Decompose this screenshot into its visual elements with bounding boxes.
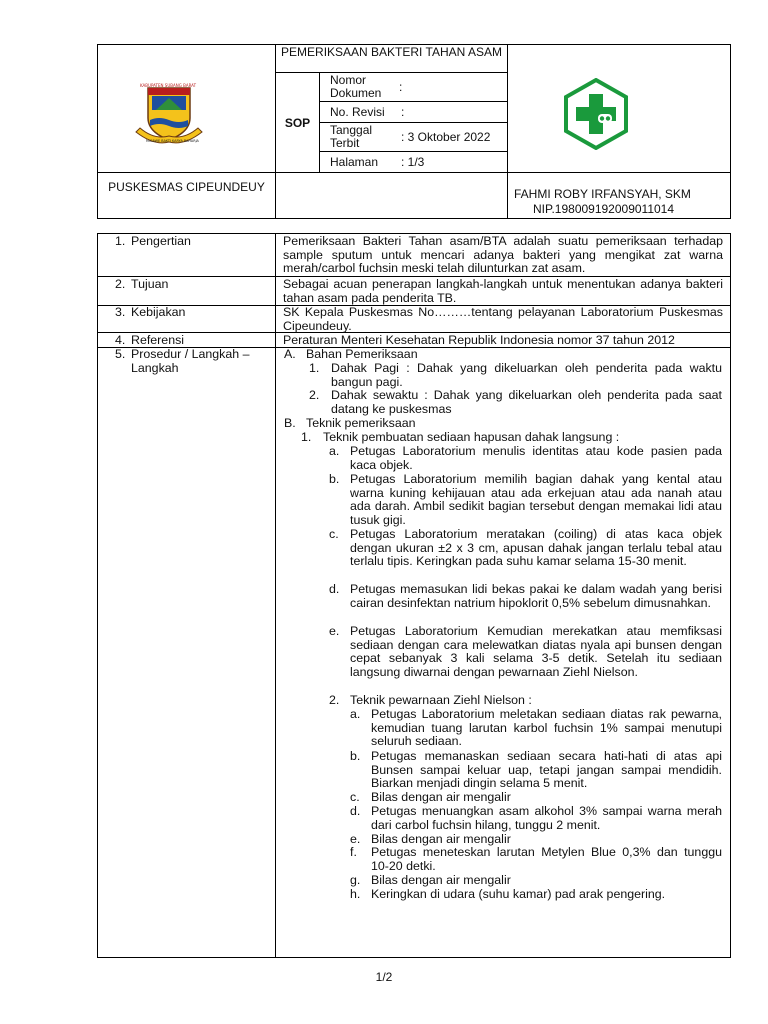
list-item: Petugas Laboratorium Kemudian merekatkan atau memfiksasi sediaan dengan cara melewatkan diatas nyala api bunsen dengan cepat sebanyak 3 kali selama 3-5 detik. Setelah itu sediaan langsung diwarnai dengan pewarnaan Ziehl Nielson. bbox=[350, 624, 722, 679]
list-item: Petugas Laboratorium meletakan sediaan diatas rak pewarna, kemudian tuang larutan karbol fuchsin 1% sampai menutupi seluruh sediaan. bbox=[371, 707, 722, 749]
list-item: Petugas Laboratorium memilih bagian dahak yang kental atau warna kuning kehijauan atau ada erkejuan atau ada nanah atau ada darah. Ambil sedikit bagian tersebut dengan memakai lidi atau tusuk gigi. bbox=[350, 472, 722, 527]
row-text: Pemeriksaan Bakteri Tahan asam/BTA adalah suatu pemeriksaan terhadap sample sputum untuk mencari adanya bakteri yang mengikat zat warna merah/carbol fuchsin meski telah dilunturkan zat asam. bbox=[283, 234, 723, 276]
doc-label-nomor: Nomor Dokumen bbox=[330, 73, 382, 100]
list-marker: g. bbox=[350, 873, 361, 887]
crest-motto: MIGAWE BAKTI KARYA RAHARJA bbox=[146, 139, 199, 143]
list-item: Petugas menuangkan asam alkohol 3% sampai warna merah dari carbol fuchsin hilang, tunggu 2 menit. bbox=[371, 804, 722, 832]
row-number: 1. bbox=[115, 234, 126, 248]
list-marker: b. bbox=[329, 472, 340, 486]
document-title: PEMERIKSAAN BAKTERI TAHAN ASAM bbox=[281, 45, 502, 59]
doc-label-halaman: Halaman bbox=[330, 155, 379, 169]
section-marker: A. bbox=[284, 347, 296, 361]
subsection-title: Teknik pewarnaan Ziehl Nielson : bbox=[350, 693, 532, 707]
row-label: Pengertian bbox=[131, 234, 191, 248]
doc-value-nomor: : bbox=[399, 80, 403, 94]
row-number: 5. bbox=[115, 347, 126, 361]
signer-name: FAHMI ROBY IRFANSYAH, SKM bbox=[514, 187, 691, 201]
doc-label-tanggal: Tanggal Terbit bbox=[330, 123, 373, 150]
divider bbox=[507, 44, 508, 219]
row-number: 2. bbox=[115, 277, 126, 291]
puskesmas-logo-icon bbox=[560, 78, 632, 150]
row-text: SK Kepala Puskesmas No………tentang pelayanan Laboratorium Puskesmas Cipeundeuy. bbox=[283, 305, 723, 333]
subsection-title: Teknik pembuatan sediaan hapusan dahak langsung : bbox=[323, 430, 620, 444]
divider bbox=[319, 101, 507, 102]
doc-label-revisi: No. Revisi bbox=[330, 105, 385, 119]
divider bbox=[275, 72, 507, 73]
list-marker: 1. bbox=[309, 361, 320, 375]
section-title: Bahan Pemeriksaan bbox=[306, 347, 418, 361]
list-marker: d. bbox=[350, 804, 361, 818]
list-item: Bilas dengan air mengalir bbox=[371, 832, 511, 846]
doc-value-tanggal: : 3 Oktober 2022 bbox=[401, 130, 491, 144]
divider bbox=[97, 172, 731, 173]
list-item: Petugas meneteskan larutan Metylen Blue 0,3% dan tunggu 10-20 detki. bbox=[371, 845, 722, 873]
doc-value-revisi: : bbox=[401, 105, 405, 119]
org-name: PUSKESMAS CIPEUNDEUY bbox=[108, 180, 265, 194]
list-marker: d. bbox=[329, 582, 340, 596]
list-marker: f. bbox=[350, 845, 357, 859]
row-text: Peraturan Menteri Kesehatan Republik Indonesia nomor 37 tahun 2012 bbox=[283, 333, 675, 347]
list-marker: e. bbox=[350, 832, 361, 846]
list-marker: 2. bbox=[309, 388, 320, 402]
section-title: Teknik pemeriksaan bbox=[306, 416, 416, 430]
list-marker: b. bbox=[350, 749, 361, 763]
regency-crest-icon bbox=[134, 80, 204, 148]
row-label: Tujuan bbox=[131, 277, 169, 291]
list-marker: a. bbox=[329, 444, 340, 458]
row-label: Prosedur / Langkah – Langkah bbox=[131, 347, 250, 375]
list-marker: 2. bbox=[329, 693, 340, 707]
list-marker: h. bbox=[350, 887, 361, 901]
list-item: Bilas dengan air mengalir bbox=[371, 873, 511, 887]
list-item: Dahak sewaktu : Dahak yang dikeluarkan oleh penderita pada saat datang ke puskesmas bbox=[331, 388, 722, 416]
divider bbox=[275, 44, 276, 219]
divider bbox=[319, 151, 507, 152]
page-number: 1/2 bbox=[375, 970, 393, 984]
list-item: Keringkan di udara (suhu kamar) pad arak pengering. bbox=[371, 887, 666, 901]
list-item: Petugas Laboratorium menulis identitas atau kode pasien pada kaca objek. bbox=[350, 444, 722, 472]
list-marker: c. bbox=[350, 790, 360, 804]
row-text: Sebagai acuan penerapan langkah-langkah untuk menentukan adanya bakteri tahan asam pada penderita TB. bbox=[283, 277, 723, 305]
row-number: 3. bbox=[115, 305, 126, 319]
list-marker: a. bbox=[350, 707, 361, 721]
list-marker: 1. bbox=[301, 430, 312, 444]
list-marker: e. bbox=[329, 624, 340, 638]
row-label: Referensi bbox=[131, 333, 185, 347]
sop-label: SOP bbox=[284, 116, 311, 130]
list-marker: c. bbox=[329, 527, 339, 541]
list-item: Petugas memasukan lidi bekas pakai ke dalam wadah yang berisi cairan desinfektan natrium hipoklorit 0,5% sebelum dimusnahkan. bbox=[350, 582, 722, 610]
signer-nip: NIP.198009192009011014 bbox=[533, 202, 675, 216]
crest-top-text: KABUPATEN SUBANG BARAT bbox=[140, 83, 197, 88]
section-marker: B. bbox=[284, 416, 296, 430]
list-item: Dahak Pagi : Dahak yang dikeluarkan oleh penderita pada waktu bangun pagi. bbox=[331, 361, 722, 389]
row-label: Kebijakan bbox=[131, 305, 186, 319]
doc-value-halaman: : 1/3 bbox=[401, 155, 425, 169]
divider bbox=[275, 233, 276, 958]
row-number: 4. bbox=[115, 333, 126, 347]
list-item: Petugas Laboratorium meratakan (coiling) di atas kaca objek dengan ukuran ±2 x 3 cm, apusan dahak jangan terlalu tebal atau terlalu tipis. Keringkan pada suhu kamar selama 15-30 menit. bbox=[350, 527, 722, 569]
list-item: Petugas memanaskan sediaan secara hati-hati di atas api Bunsen sampai keluar uap, tetapi jangan sampai mendidih. Biarkan menjadi dingin selama 5 menit. bbox=[371, 749, 722, 791]
list-item: Bilas dengan air mengalir bbox=[371, 790, 511, 804]
